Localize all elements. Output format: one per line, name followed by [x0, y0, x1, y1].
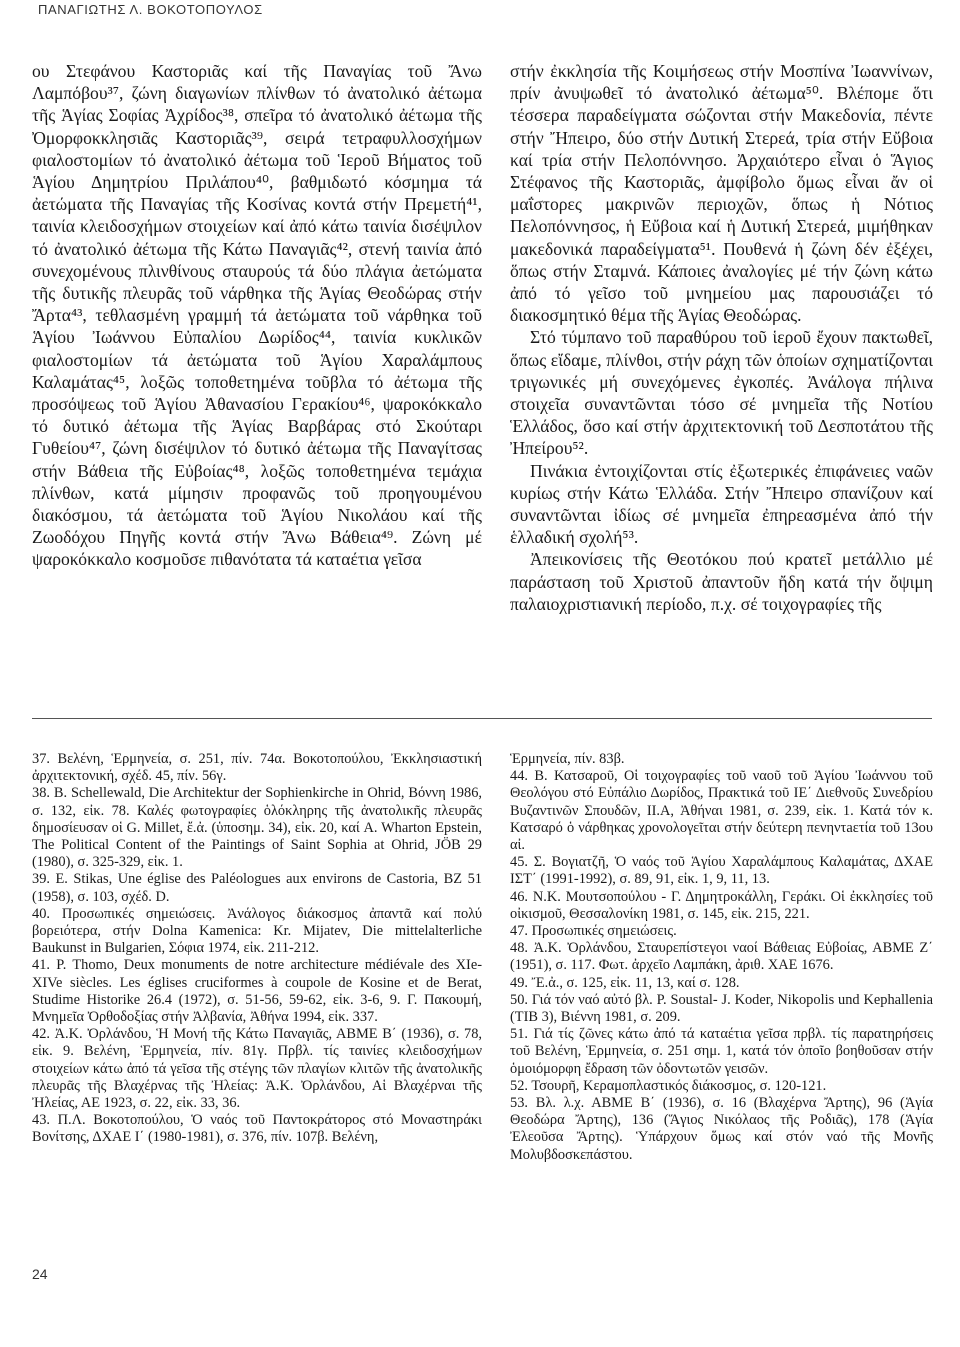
footnote: 50. Γιά τόν ναό αὐτό βλ. P. Soustal- J. Koder, Nikopolis und Kephallenia (TIB 3), Βιέννη 1981, σ. 209.: [510, 991, 933, 1026]
footnote: 48. Ἀ.Κ. Ὀρλάνδου, Σταυρεπίστεγοι ναοί Βάθειας Εὐβοίας, ΑΒΜΕ Ζ΄ (1951), σ. 117. Φωτ. ἀρχεῖο Λαμπάκη, ἀριθ. ΧΑΕ 1676.: [510, 940, 933, 974]
footnote: 42. Ἀ.Κ. Ὀρλάνδου, Ἡ Μονή τῆς Κάτω Παναγιᾶς, ΑΒΜΕ Β΄ (1936), σ. 78, εἰκ. 9. Βελένη, Ἑρμηνεία, πίν. 81γ. Πρβλ. τίς ταινίες κλειδοσχήμων στοιχείων κάτω ἀπό τά γεῖσα τῆς στέγης τῶν πλαγίων κλιτῶν τῆς ἀνατολικῆς πλευρᾶς τῆς Βλαχέρνας τῆς Ἠλείας: Ἀ.Κ. Ὀρλάνδου, Αἱ Βλαχέρναι τῆς Ἠλείας, ΑΕ 1923, σ. 22, εἰκ. 33, 36.: [32, 1026, 482, 1112]
footnote: 51. Γιά τίς ζῶνες κάτω ἀπό τά καταέτια γεῖσα πρβλ. τίς παρατηρήσεις τοῦ Βελένη, Ἑρμηνεία, σ. 251 σημ. 1, κατά τόν ὁποῖο βοηθοῦσαν στήν ὁμοιόμορφη ἔδραση τῶν ὀδοντωτῶν γεισῶν.: [510, 1026, 933, 1077]
body-paragraph: ου Στεφάνου Καστοριᾶς καί τῆς Παναγίας τοῦ Ἄνω Λαμπόβου³⁷, ζώνη διαγωνίων πλίνθων τό ἀνατολικό ἀέτωμα τῆς Ἁγίας Σοφίας Ἀχρίδος³⁸, σπεῖρα τό ἀνατολικό ἀέτωμα τῆς Ὀμορφοκκλησιᾶς Καστοριᾶς³⁹, σειρά τετραφυλλοσχήμων φιαλοστομίων τό ἀνατολικό ἀέτωμα τοῦ Ἱεροῦ Βήματος τοῦ Ἁγίου Δημητρίου Πριλάπου⁴⁰, βαθμιδωτό κόσμημα τά ἀετώματα τῆς Παναγίας τῆς Κοσίνας κοντά στήν Πρεμετή⁴¹, ταινία κλειδοσχήμων στοιχείων καί ἀπό κάτω ταινία δισέψιλον τό ἀνατολικό ἀέτωμα τῆς Κάτω Παναγιᾶς⁴², στενή ταινία ἀπό συνεχομένους πλινθίνους σταυρούς τά δύο πλάγια ἀετώματα τῆς δυτικῆς πλευρᾶς τοῦ νάρθηκα τῆς Ἁγίας Θεοδώρας στήν Ἄρτα⁴³, τεθλασμένη γραμμή τά ἀετώματα τοῦ νάρθηκα τοῦ Ἁγίου Ἰωάννου Εὐπαλίου Δωρίδος⁴⁴, ταινία κυκλικῶν φιαλοστομίων τά ἀετώματα τοῦ Ἁγίου Χαραλάμπους Καλαμάτας⁴⁵, λοξῶς τοποθετημένα τοῦβλα τό ἀέτωμα τῆς προσόψεως τοῦ Ἁγίου Ἀθανασίου Γερακίου⁴⁶, ψαροκόκκαλο τό δυτικό ἀέτωμα τῆς Ἁγίας Βαρβάρας στό Σκούταρι Γυθείου⁴⁷, ζώνη δισέψιλον τό δυτικό ἀέτωμα τῆς Παναγίτσας στήν Βάθεια τῆς Εὐβοίας⁴⁸, λοξῶς τοποθετημένα τεμάχια πλίνθων, κατά μίμησιν προφανῶς τοῦ προηγουμένου διακόσμου, τά ἀετώματα τοῦ Ἁγίου Νικολάου καί τῆς Ζωοδόχου Πηγῆς κοντά στήν Ἄνω Βάθεια⁴⁹. Ζώνη μέ ψαροκόκκαλο κοσμοῦσε πιθανότατα τά καταέτια γεῖσα: [32, 61, 482, 570]
footnote: Ἑρμηνεία, πίν. 83β.: [510, 751, 625, 767]
footnote: 41. P. Thomo, Deux monuments de notre architecture médiévale des XIe-XIVe siècles. Les églises cruciformes à coupole de Kosine et de Berat, Studime Historike 26.4 (1972), σ. 51-56, 59-62, εἰκ. 3-6, 9. Γ. Πακουμή, Μνημεῖα Ὀρθοδοξίας στήν Ἀλβανία, Ἀθήνα 1994, εἰκ. 337.: [32, 957, 482, 1026]
running-head: ΠΑΝΑΓΙΩΤΗΣ Λ. ΒΟΚΟΤΟΠΟΥΛΟΣ: [38, 2, 263, 17]
footnote: 49. Ἔ.ἀ., σ. 125, εἰκ. 11, 13, καί σ. 128.: [510, 974, 740, 991]
footnotes-right: [510, 751, 933, 1164]
footnote: 37. Βελένη, Ἑρμηνεία, σ. 251, πίν. 74α. Βοκοτοπούλου, Ἐκκλησιαστική ἀρχιτεκτονική, σχέδ. 45, πίν. 56γ.: [32, 751, 482, 785]
footnote: 43. Π.Λ. Βοκοτοπούλου, Ὁ ναός τοῦ Παντοκράτορος στό Μοναστηράκι Βονίτσης, ΔΧΑΕ Ι΄ (1980-1981), σ. 376, πίν. 107β. Βελένη,: [32, 1112, 482, 1146]
page-number: 24: [32, 1266, 48, 1282]
footnote: 52. Τσουρῆ, Κεραμοπλαστικός διάκοσμος, σ. 120-121.: [510, 1077, 827, 1094]
body-paragraph: στήν ἐκκλησία τῆς Κοιμήσεως στήν Μοσπίνα Ἰωαννίνων, πρίν ἀνυψωθεῖ τό ἀνατολικό ἀέτωμα⁵⁰. Βλέπομε ὅτι τέσσερα παραδείγματα σώζονται στήν Μακεδονία, πέντε στήν Ἤπειρο, δύο στήν Δυτική Στερεά, τρία στήν Εὔβοια καί τρία στήν Πελοπόννησο. Ἀρχαιότερο εἶναι ὁ Ἅγιος Στέφανος τῆς Καστοριᾶς, ἀμφίβολο ὅμως εἶναι ἄν οἱ μαΐστορες μακρινῶν περιοχῶν, ὅπως ἡ Νότιος Πελοπόννησος, ἡ Εὔβοια καί ἡ Δυτική Στερεά, μιμήθηκαν μακεδονικά παραδείγματα⁵¹. Πουθενά ἡ ζώνη δέν ἐξέχει, ὅπως στήν Σταμνά. Κάποιες ἀναλογίες μέ τήν ζώνη κάτω ἀπό τό γεῖσο τοῦ μνημείου μας παρουσιάζει τό διακοσμητικό θέμα τῆς Ἁγίας Θεοδώρας.: [510, 61, 933, 326]
body-paragraph: Στό τύμπανο τοῦ παραθύρου τοῦ ἱεροῦ ἔχουν πακτωθεῖ, ὅπως εἴδαμε, πλίνθοι, στήν ράχη τῶν ὁποίων σχηματίζονται τριγωνικές μή συνεχόμενες ἐγκοπές. Ἀνάλογα πήλινα στοιχεῖα συναντῶνται τόσο σέ μνημεῖα τῆς Νοτίου Ἑλλάδος, ὅσο καί στήν ἀρχιτεκτονική τοῦ Δεσποτάτου τῆς Ἠπείρου⁵².: [510, 327, 933, 459]
footnotes-left: [32, 751, 482, 1147]
footnote-separator: [32, 718, 932, 719]
footnote: 46. Ν.Κ. Μουτσοπούλου - Γ. Δημητροκάλλη, Γεράκι. Οἱ ἐκκλησίες τοῦ οἰκισμοῦ, Θεσσαλονίκη 1981, σ. 145, εἰκ. 215, 221.: [510, 888, 933, 922]
footnote: 40. Προσωπικές σημειώσεις. Ἀνάλογος διάκοσμος ἀπαντᾶ καί πολύ βορειότερα, στήν Dolna Kamenica: Kr. Mijatev, Die mittelalterliche Baukunst in Bulgarien, Σόφια 1974, εἰκ. 211-212.: [32, 905, 482, 957]
body-paragraph: Ἀπεικονίσεις τῆς Θεοτόκου πού κρατεῖ μετάλλιο μέ παράσταση τοῦ Χριστοῦ ἀπαντοῦν ἤδη κατά τήν ὄψιμη παλαιοχριστιανική περίοδο, π.χ. σέ τοιχογραφίες τῆς: [510, 549, 933, 614]
footnote: 44. Β. Κατσαροῦ, Οἱ τοιχογραφίες τοῦ ναοῦ τοῦ Ἁγίου Ἰωάννου τοῦ Θεολόγου στό Εὐπάλιο Δωρίδος, Πρακτικά τοῦ ΙΕ΄ Διεθνοῦς Συνεδρίου Βυζαντινῶν Σπουδῶν, ΙΙ.Α, Ἀθήναι 1981, σ. 239, εἰκ. 1. Κατά τόν κ. Κατσαρό ὁ νάρθηκας χρονολογεῖται στήν δεύτερη πενηντaετία τοῦ 13ου αἰ.: [510, 768, 933, 854]
footnote: 47. Προσωπικές σημειώσεις.: [510, 923, 677, 940]
footnote: 39. E. Stikas, Une église des Paléologues aux environs de Castoria, BZ 51 (1958), σ. 103, σχέδ. D.: [32, 871, 482, 905]
body-column-right: [510, 60, 933, 615]
footnote: 45. Σ. Βογιατζῆ, Ὁ ναός τοῦ Ἁγίου Χαραλάμπους Καλαμάτας, ΔΧΑΕ ΙΣΤ΄ (1991-1992), σ. 89, 91, εἰκ. 1, 9, 11, 13.: [510, 854, 933, 888]
footnote: 38. B. Schellewald, Die Architektur der Sophienkirche in Ohrid, Βόννη 1986, σ. 132, εἰκ. 78. Καλές φωτογραφίες ὁλόκληρης τῆς ἀνατολικῆς πλευρᾶς δημοσίευσαν οἱ G. Millet, ἔ.ἀ. (ὑποσημ. 34), εἰκ. 20, καί A. Wharton Epstein, The Political Content of the Paintings of Saint Sophia at Ohrid, JÖB 29 (1980), σ. 325-329, εἰκ. 1.: [32, 785, 482, 871]
footnote: 53. Βλ. λ.χ. ΑΒΜΕ Β΄ (1936), σ. 16 (Βλαχέρνα Ἄρτης), 96 (Ἁγία Θεοδώρα Ἄρτης), 136 (Ἅγιος Νικόλαος τῆς Ροδιᾶς), 178 (Ἁγία Ἐλεοῦσα Ἄρτης). Ὑπάρχουν ὅμως καί στόν ναό τῆς Μονῆς Μολυβδοσκεπάστου.: [510, 1095, 933, 1163]
body-column-left: [32, 60, 482, 571]
body-paragraph: Πινάκια ἐντοιχίζονται στίς ἐξωτερικές ἐπιφάνειες ναῶν κυρίως στήν Κάτω Ἑλλάδα. Στήν Ἤπειρο σπανίζουν καί συναντῶνται ἰδίως σέ μνημεῖα ἐπηρεασμένα ἀπό τήν ἑλλαδική σχολή⁵³.: [510, 460, 933, 548]
